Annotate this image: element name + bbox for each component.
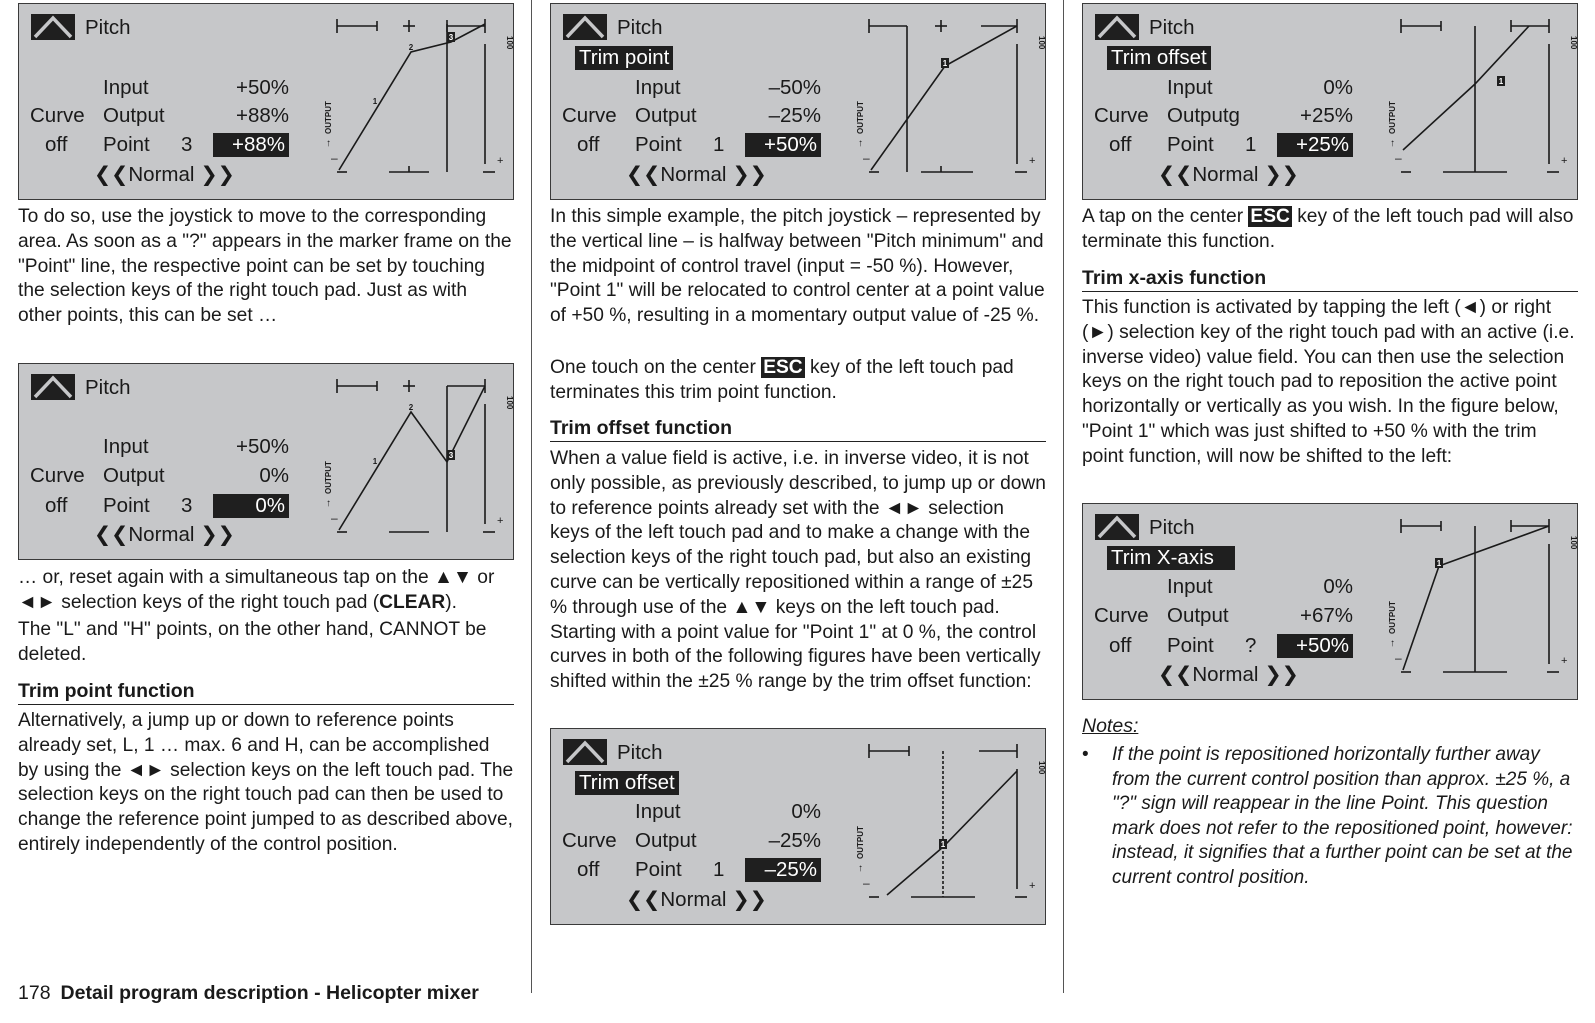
notes-title: Notes:	[1082, 715, 1139, 737]
point-label: Point	[103, 133, 150, 156]
output-axis-label: OUTPUT	[856, 101, 865, 134]
heading-trim-point: Trim point function	[18, 679, 514, 705]
next-arrow-icon[interactable]: ❯❯	[200, 523, 235, 546]
mode-nav[interactable]	[1158, 163, 1299, 187]
point-number: 1	[1245, 133, 1257, 156]
curve-line	[1403, 526, 1549, 670]
paragraph-esc-terminate: One touch on the center ESC key of the left touch pad terminates this trim point function.	[550, 357, 1014, 403]
trim-offset-screen-negative	[550, 728, 1046, 925]
mode-nav[interactable]	[1158, 663, 1299, 687]
paragraph-trim-x-axis: This function is activated by tapping the left (◄) or right (►) selection key of the right touch pad with an active (i.e. inverse video) value field. You can then use the selection keys on the right touch pad to reposition the active point horizontally or vertically as you wish. In the figure below, "Point 1" which was just shifted to +50 % with the trim point function, will now be shifted to the left:	[1082, 297, 1575, 467]
point-value-field[interactable]: 0%	[213, 494, 289, 518]
curve-graph	[1383, 504, 1578, 699]
plus-marker: +	[497, 155, 504, 167]
output-label: Output	[635, 104, 697, 127]
mode-tab-trim-offset[interactable]: Trim offset	[1107, 46, 1211, 70]
paragraph-trim-point: Alternatively, a jump up or down to reference points already set, L, 1 … max. 6 and H, can be accomplished by using the ◄► selection keys on the left touch pad. The selection keys on the right touch pad can then be used to change the reference point jumped to as described above, entirely independently of the control position.	[18, 710, 514, 855]
input-value: 0%	[1323, 575, 1353, 598]
point-label: Point	[635, 858, 682, 881]
note-item	[1082, 743, 1578, 891]
curve-line	[1403, 26, 1529, 150]
output-value: 0%	[259, 464, 289, 487]
input-label: Input	[103, 435, 149, 458]
output-value: +67%	[1299, 604, 1353, 627]
screen-title: Pitch	[1149, 16, 1195, 39]
input-value: 0%	[791, 800, 821, 823]
point-label: Point	[635, 133, 682, 156]
pitch-hat-icon	[1095, 514, 1139, 540]
pitch-hat-icon	[563, 739, 607, 765]
next-arrow-icon[interactable]: ❯❯	[732, 163, 767, 186]
pitch-hat-icon	[31, 374, 75, 400]
input-value: 0%	[1323, 76, 1353, 99]
pitch-curve-screen-2	[18, 363, 514, 560]
minus-marker: –	[331, 151, 338, 165]
curve-off-label: off	[1109, 133, 1132, 156]
plus-marker: +	[1029, 880, 1036, 892]
output-label: Output	[103, 464, 165, 487]
next-arrow-icon[interactable]: ❯❯	[1264, 163, 1299, 186]
graph-frame	[337, 379, 495, 532]
curve-line	[887, 771, 1017, 895]
prev-arrow-icon[interactable]: ❮❮	[1158, 663, 1193, 686]
column-divider-right	[1063, 0, 1064, 993]
curve-label: Curve	[562, 104, 617, 127]
curve-off-label: off	[577, 133, 600, 156]
point-value-field[interactable]: –25%	[745, 858, 821, 882]
point-number: ?	[1245, 634, 1257, 657]
scale-label: 100	[505, 396, 514, 410]
point-marker-label: 2	[408, 403, 414, 412]
pitch-hat-icon	[1095, 14, 1139, 40]
point-number: 3	[181, 494, 193, 517]
point-label: Point	[103, 494, 150, 517]
point-value-field[interactable]: +50%	[745, 133, 821, 157]
paragraph-trim-offset: When a value field is active, i.e. in inverse video, it is not only possible, as previously described, to jump up or down to reference points already set with the ◄► selection keys of the left touch pad and to make a change with the selection keys of the right touch pad, but also an existing curve can be vertically repositioned within a range of ±25 % through use of the ▲▼ keys on the left touch pad. Starting with a point value for "Point 1" at 0 %, the control curves in both of the following figures have been vertically shifted within the ±25 % range by the trim offset function:	[550, 448, 1046, 693]
mode-tab-trim-offset[interactable]: Trim offset	[575, 771, 679, 795]
curve-graph	[851, 4, 1046, 199]
input-label: Input	[1167, 76, 1213, 99]
point-value-field[interactable]: +50%	[1277, 634, 1353, 658]
mode-nav[interactable]	[626, 888, 767, 912]
screen-title: Pitch	[85, 16, 131, 39]
point-marker-label: 1	[372, 457, 378, 466]
graph-frame	[1401, 19, 1559, 172]
point-marker-label: 2	[408, 43, 414, 52]
input-label: Input	[635, 800, 681, 823]
graph-frame	[869, 19, 1027, 172]
pitch-hat-icon	[563, 14, 607, 40]
output-arrow-icon: ↑	[1390, 638, 1395, 649]
graph-frame	[1401, 519, 1559, 672]
next-arrow-icon[interactable]: ❯❯	[1264, 663, 1299, 686]
esc-key-label: ESC	[1250, 206, 1290, 227]
nav-label: Normal	[1192, 163, 1259, 186]
output-value: –25%	[768, 104, 821, 127]
curve-graph	[319, 4, 514, 199]
mode-tab-trim-point[interactable]: Trim point	[575, 46, 673, 70]
curve-off-label: off	[45, 494, 68, 517]
footer-title: Detail program description - Helicopter mixer	[60, 982, 479, 1004]
nav-label: Normal	[1192, 663, 1259, 686]
pitch-hat-icon	[31, 14, 75, 40]
output-axis-label: OUTPUT	[324, 101, 333, 134]
scale-label: 100	[1569, 36, 1578, 50]
input-label: Input	[635, 76, 681, 99]
clear-keyword: CLEAR	[379, 591, 446, 613]
point-value-field[interactable]: +25%	[1277, 133, 1353, 157]
next-arrow-icon[interactable]: ❯❯	[732, 888, 767, 911]
scale-label: 100	[505, 36, 514, 50]
plus-marker: +	[497, 515, 504, 527]
scale-label: 100	[1037, 761, 1046, 775]
point-marker-label: 3	[448, 33, 454, 42]
heading-trim-x-axis: Trim x-axis function	[1082, 266, 1578, 292]
minus-marker: –	[331, 511, 338, 525]
paragraph-select-point: To do so, use the joystick to move to the corresponding area. As soon as a "?" appears in the marker frame on the "Point" line, the respective point can be set by touching the selection keys of the right touch pad. Just as with other points, this can be set …	[18, 206, 512, 327]
curve-off-label: off	[1109, 634, 1132, 657]
minus-marker: –	[863, 151, 870, 165]
point-number: 3	[181, 133, 193, 156]
point-number: 1	[713, 133, 725, 156]
point-marker-label: 1	[372, 97, 378, 106]
minus-marker: –	[1395, 151, 1402, 165]
bullet-icon: •	[1082, 744, 1089, 765]
input-label: Input	[1167, 575, 1213, 598]
scale-label: 100	[1037, 36, 1046, 50]
mode-nav[interactable]	[626, 163, 767, 187]
prev-arrow-icon[interactable]: ❮❮	[1158, 163, 1193, 186]
output-label: Output	[1167, 604, 1229, 627]
paragraph-reset-point: … or, reset again with a simultaneous tap on the ▲▼ or ◄► selection keys of the right touch pad (CLEAR).	[18, 567, 495, 613]
scale-label: 100	[1569, 536, 1578, 550]
plus-marker: +	[1561, 155, 1568, 167]
curve-label: Curve	[1094, 104, 1149, 127]
minus-marker: –	[863, 876, 870, 890]
trim-offset-screen-positive	[1082, 3, 1578, 200]
point-marker-label: 1	[940, 840, 946, 849]
prev-arrow-icon[interactable]: ❮❮	[626, 163, 661, 186]
trim-x-axis-screen	[1082, 503, 1578, 700]
note-text: If the point is repositioned horizontally further away from the current control position than approx. ±25 %, a "?" sign will reappear in the line Point. This question mark does not refer to the repositioned point, however: instead, it signifies that a further point can be set at the current control position.	[1112, 744, 1573, 888]
curve-label: Curve	[30, 464, 85, 487]
point-marker-label: 1	[942, 59, 948, 68]
curve-graph	[1383, 4, 1578, 199]
input-value: –50%	[768, 76, 821, 99]
paragraph-lh-points: The "L" and "H" points, on the other hand, CANNOT be deleted.	[18, 619, 487, 665]
prev-arrow-icon[interactable]: ❮❮	[626, 888, 661, 911]
nav-label: Normal	[660, 888, 727, 911]
output-label: Output	[635, 829, 697, 852]
output-axis-label: OUTPUT	[1388, 601, 1397, 634]
curve-off-label: off	[577, 858, 600, 881]
esc-key-label: ESC	[763, 357, 803, 378]
page-number: 178	[18, 982, 51, 1004]
output-arrow-icon: ↑	[858, 863, 863, 874]
curve-label: Curve	[562, 829, 617, 852]
screen-title: Pitch	[617, 16, 663, 39]
curve-label: Curve	[30, 104, 85, 127]
next-arrow-icon[interactable]: ❯❯	[200, 163, 235, 186]
output-value: +88%	[235, 104, 289, 127]
prev-arrow-icon[interactable]: ❮❮	[94, 163, 129, 186]
input-value: +50%	[235, 76, 289, 99]
page-footer	[18, 982, 479, 1005]
output-axis-label: OUTPUT	[324, 461, 333, 494]
input-value: +50%	[235, 435, 289, 458]
nav-label: Normal	[128, 163, 195, 186]
output-arrow-icon: ↑	[326, 138, 331, 149]
point-label: Point	[1167, 634, 1214, 657]
point-marker-label: 1	[1498, 77, 1504, 86]
prev-arrow-icon[interactable]: ❮❮	[94, 523, 129, 546]
point-marker-label: 3	[448, 451, 454, 460]
mode-nav[interactable]	[94, 523, 235, 547]
point-number: 1	[713, 858, 725, 881]
pitch-curve-screen-1	[18, 3, 514, 200]
screen-title: Pitch	[1149, 516, 1195, 539]
point-value-field[interactable]: +88%	[213, 133, 289, 157]
graph-frame	[337, 19, 495, 172]
mode-tab-trim-x-axis[interactable]: Trim X-axis	[1107, 546, 1235, 570]
point-marker-label: 1	[1436, 559, 1442, 568]
paragraph-example: In this simple example, the pitch joystick – represented by the vertical line – is halfway between "Pitch minimum" and the midpoint of control travel (input = -50 %). However, "Point 1" will be relocated to control center at a point value of +50 %, resulting in a momentary output value of -25 %.	[550, 206, 1045, 327]
output-arrow-icon: ↑	[1390, 138, 1395, 149]
nav-label: Normal	[660, 163, 727, 186]
output-value: –25%	[768, 829, 821, 852]
nav-label: Normal	[128, 523, 195, 546]
plus-marker: +	[1561, 655, 1568, 667]
output-arrow-icon: ↑	[858, 138, 863, 149]
paragraph-esc-terminate-offset: A tap on the center ESC key of the left touch pad will also terminate this function.	[1082, 206, 1574, 252]
curve-graph	[851, 729, 1046, 924]
mode-nav[interactable]	[94, 163, 235, 187]
output-value: +25%	[1299, 104, 1353, 127]
heading-trim-offset: Trim offset function	[550, 416, 1046, 442]
input-label: Input	[103, 76, 149, 99]
output-axis-label: OUTPUT	[856, 826, 865, 859]
output-label: Outputg	[1167, 104, 1240, 127]
output-arrow-icon: ↑	[326, 498, 331, 509]
curve-line	[871, 26, 1017, 170]
graph-frame	[869, 744, 1027, 897]
output-label: Output	[103, 104, 165, 127]
curve-graph	[319, 364, 514, 559]
curve-off-label: off	[45, 133, 68, 156]
plus-marker: +	[1029, 155, 1036, 167]
trim-point-screen	[550, 3, 1046, 200]
screen-title: Pitch	[617, 741, 663, 764]
column-divider-left	[531, 0, 532, 993]
output-axis-label: OUTPUT	[1388, 101, 1397, 134]
curve-label: Curve	[1094, 604, 1149, 627]
minus-marker: –	[1395, 651, 1402, 665]
point-label: Point	[1167, 133, 1214, 156]
screen-title: Pitch	[85, 376, 131, 399]
